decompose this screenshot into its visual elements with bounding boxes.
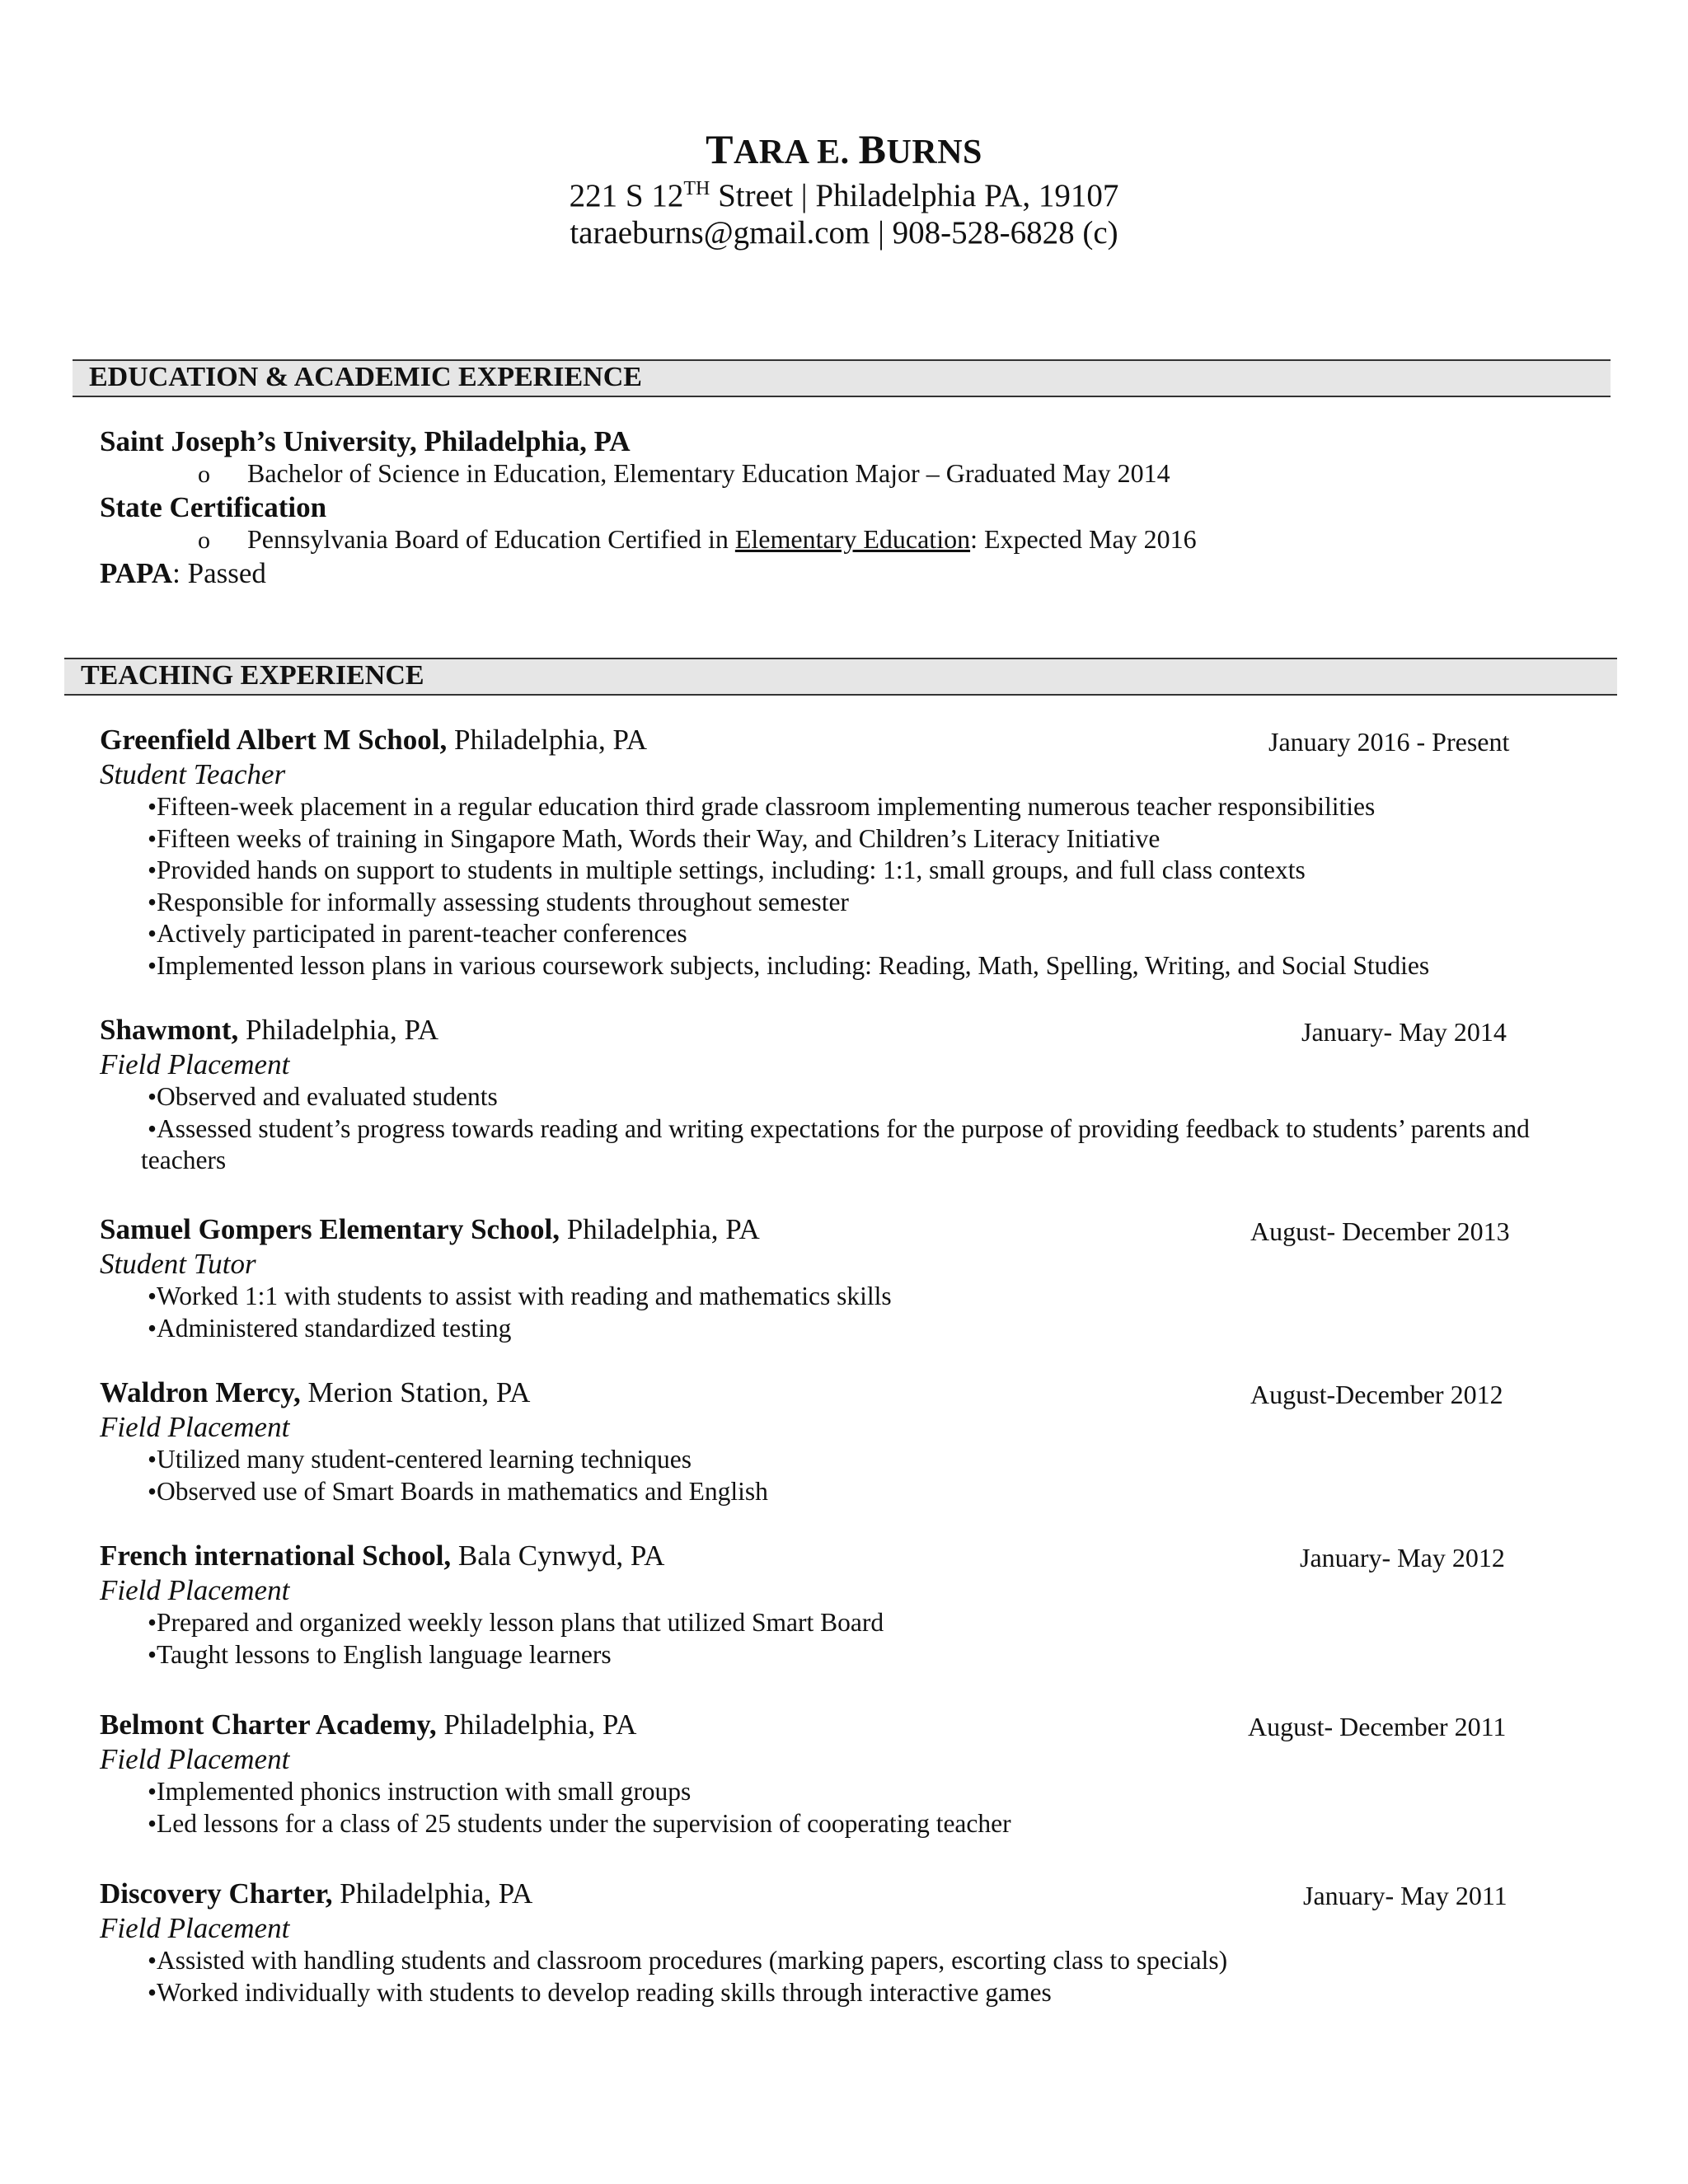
job-date: January- May 2011	[1303, 1881, 1507, 1910]
cert-pre: Pennsylvania Board of Education Certified in	[247, 524, 735, 554]
job-role: Field Placement	[100, 1411, 290, 1443]
job-role: Field Placement	[100, 1048, 290, 1080]
job-header	[100, 1877, 1625, 1912]
list-item: • Fifteen-week placement in a regular education third grade classroom implementing numerous teacher responsibilities	[148, 791, 1625, 823]
job-location: Philadelphia, PA	[238, 1014, 438, 1046]
job-bullets	[100, 1081, 1625, 1177]
list-item: • Provided hands on support to students in multiple settings, including: 1:1, small groups, and full class contexts	[148, 855, 1625, 887]
address-line	[0, 177, 1688, 214]
list-item: • Administered standardized testing	[148, 1313, 1625, 1345]
address-pre: 221 S 12	[569, 178, 684, 213]
job-entry	[100, 1877, 1625, 2008]
job-org: Discovery Charter,	[100, 1877, 333, 1910]
job-entry	[100, 1540, 1625, 1671]
bullet-continuation: teachers	[141, 1146, 227, 1174]
name-first-rest: ARA E.	[733, 134, 859, 171]
job-header	[100, 1540, 1625, 1574]
job-date: August- December 2013	[1250, 1216, 1510, 1246]
list-item: • Worked individually with students to develop reading skills through interactive games	[148, 1977, 1625, 2009]
cert-marker: o	[198, 527, 210, 554]
certification-detail	[198, 524, 1197, 555]
job-entry	[100, 1014, 1625, 1177]
job-entry	[100, 1708, 1625, 1840]
job-org: Belmont Charter Academy,	[100, 1708, 437, 1741]
name-initial-first: T	[706, 126, 734, 172]
job-org: French international School,	[100, 1540, 452, 1572]
job-role: Student Tutor	[100, 1248, 256, 1280]
job-header	[100, 1708, 1625, 1743]
address-sup: TH	[683, 178, 710, 199]
job-role: Field Placement	[100, 1743, 290, 1775]
job-org: Waldron Mercy,	[100, 1376, 301, 1408]
job-role: Field Placement	[100, 1912, 290, 1944]
list-item: • Taught lessons to English language learners	[148, 1639, 1625, 1671]
cert-post: : Expected May 2016	[970, 524, 1197, 554]
job-date: August-December 2012	[1250, 1380, 1503, 1409]
education-school: Saint Joseph’s University, Philadelphia, PA	[100, 425, 631, 457]
section-title-education: EDUCATION & ACADEMIC EXPERIENCE	[73, 359, 1611, 397]
job-header	[100, 1376, 1625, 1411]
job-bullets	[100, 1945, 1625, 2008]
job-location: Philadelphia, PA	[332, 1877, 533, 1910]
job-location: Philadelphia, PA	[436, 1708, 637, 1741]
job-bullets	[100, 1444, 1625, 1507]
job-bullets	[100, 1281, 1625, 1344]
degree-text: Bachelor of Science in Education, Elementary Education Major – Graduated May 2014	[247, 458, 1170, 488]
cert-underlined: Elementary Education	[734, 524, 971, 554]
job-org: Samuel Gompers Elementary School,	[100, 1213, 560, 1245]
candidate-name	[0, 125, 1688, 173]
job-bullets	[100, 1607, 1625, 1671]
papa-label: PAPA	[100, 557, 173, 589]
job-date: August- December 2011	[1248, 1712, 1507, 1741]
list-item: • Observed and evaluated students	[148, 1081, 1625, 1113]
papa-line	[100, 557, 266, 590]
job-bullets	[100, 791, 1625, 982]
job-location: Merion Station, PA	[300, 1376, 531, 1408]
name-last-rest: URNS	[886, 134, 982, 171]
job-date: January- May 2014	[1301, 1017, 1507, 1047]
list-item: • Utilized many student-centered learning techniques	[148, 1444, 1625, 1476]
list-item: • Prepared and organized weekly lesson plans that utilized Smart Board	[148, 1607, 1625, 1639]
list-item: • Led lessons for a class of 25 students under the supervision of cooperating teacher	[148, 1808, 1625, 1840]
list-item: • Implemented lesson plans in various coursework subjects, including: Reading, Math, Spelling, Writing, and Social Studies	[148, 950, 1625, 982]
job-role: Field Placement	[100, 1574, 290, 1606]
address-post: Street | Philadelphia PA, 19107	[710, 178, 1119, 213]
job-entry	[100, 1376, 1625, 1507]
list-item: • Responsible for informally assessing students throughout semester	[148, 887, 1625, 919]
list-item: • Fifteen weeks of training in Singapore Math, Words their Way, and Children’s Literacy Initiative	[148, 823, 1625, 855]
list-item: • Assisted with handling students and classroom procedures (marking papers, escorting class to specials)	[148, 1945, 1625, 1977]
job-org: Shawmont,	[100, 1014, 239, 1046]
job-entry	[100, 1213, 1625, 1344]
job-role: Student Teacher	[100, 758, 286, 790]
list-item: • Worked 1:1 with students to assist with reading and mathematics skills	[148, 1281, 1625, 1313]
job-org: Greenfield Albert M School,	[100, 724, 448, 756]
job-entry	[100, 724, 1625, 982]
papa-value: : Passed	[172, 557, 266, 589]
education-degree	[198, 458, 1170, 489]
section-title-teaching: TEACHING EXPERIENCE	[64, 658, 1617, 696]
list-item: • Implemented phonics instruction with small groups	[148, 1776, 1625, 1808]
job-bullets	[100, 1776, 1625, 1840]
list-item: • Observed use of Smart Boards in mathematics and English	[148, 1476, 1625, 1508]
degree-marker: o	[198, 461, 210, 488]
job-header	[100, 724, 1625, 758]
job-header	[100, 1014, 1625, 1048]
contact-line: taraeburns@gmail.com | 908-528-6828 (c)	[570, 215, 1118, 251]
job-date: January 2016 - Present	[1268, 727, 1510, 757]
job-location: Bala Cynwyd, PA	[451, 1540, 665, 1572]
job-location: Philadelphia, PA	[560, 1213, 760, 1245]
name-initial-last: B	[858, 126, 887, 172]
job-header	[100, 1213, 1625, 1248]
job-location: Philadelphia, PA	[447, 724, 647, 756]
certification-title: State Certification	[100, 491, 327, 523]
list-item: • Assessed student’s progress towards reading and writing expectations for the purpose of providing feedback to students’ parents and	[148, 1113, 1625, 1146]
list-item: • Actively participated in parent-teacher conferences	[148, 918, 1625, 950]
job-date: January- May 2012	[1300, 1543, 1505, 1572]
